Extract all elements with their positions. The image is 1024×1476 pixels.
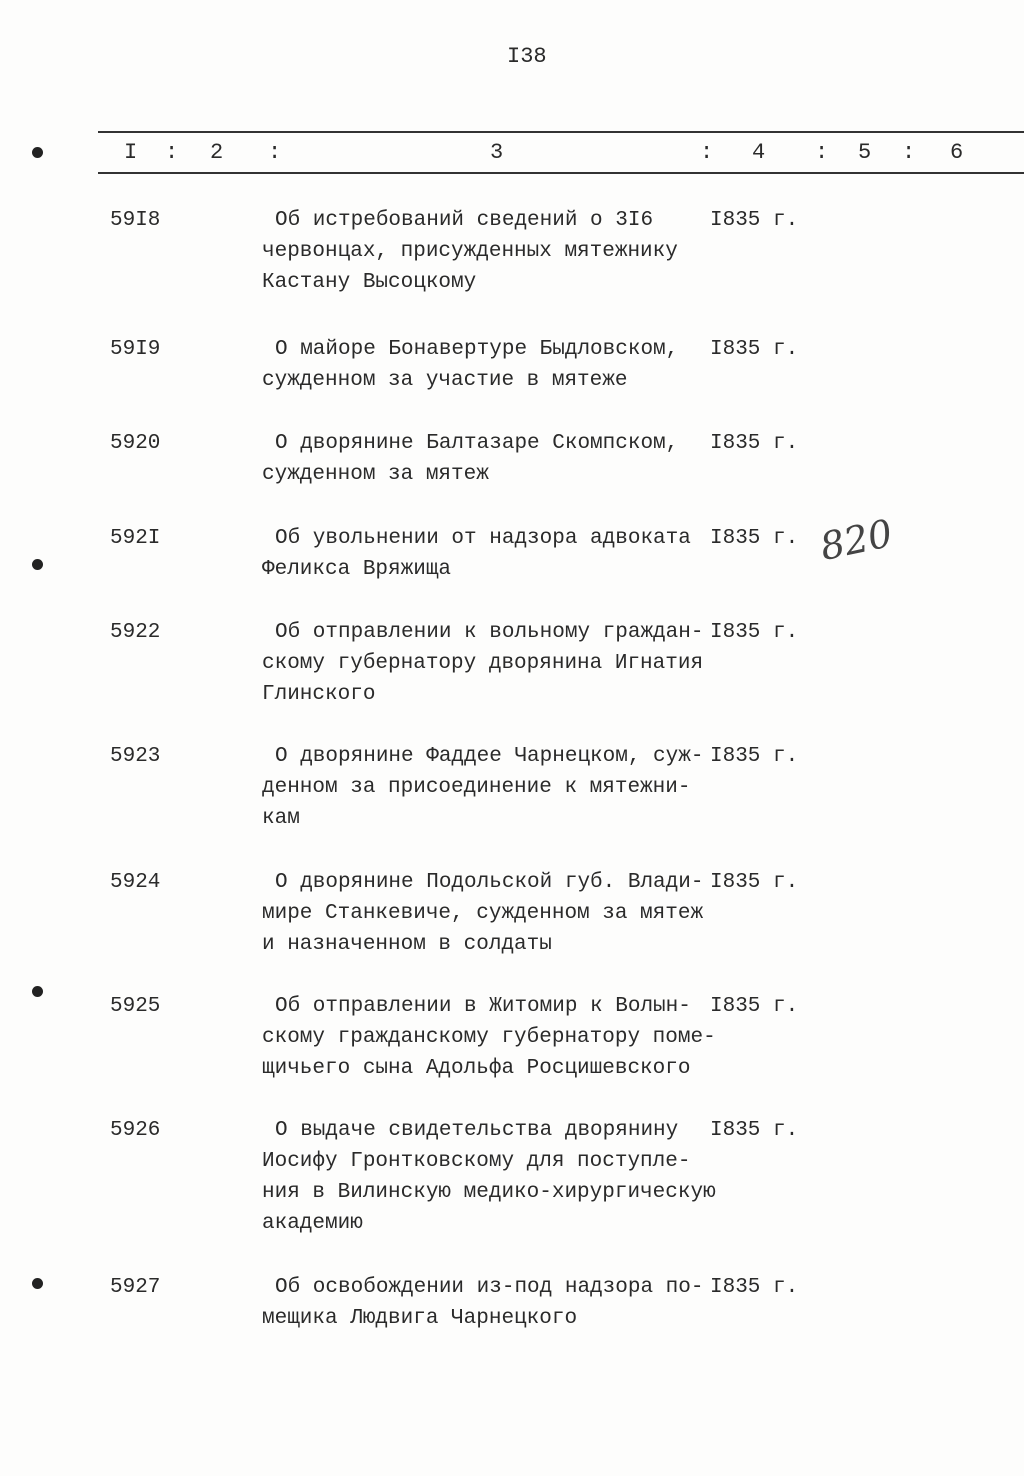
entry-title-line: О дворянине Подольской губ. Влади- (275, 871, 704, 894)
entry-title-line: Иосифу Гронтковскому для поступле- (262, 1150, 691, 1173)
entry-title-line: денном за присоединение к мятежни- (262, 776, 691, 799)
column-header-cell: 4 (752, 140, 766, 165)
page-number: I38 (507, 44, 547, 69)
entry-year: I835 г. (710, 338, 799, 361)
punch-hole-mark (32, 559, 43, 570)
entry-title-line: мире Станкевиче, сужденном за мятеж (262, 902, 704, 925)
entry-title-line: сужденном за участие в мятеже (262, 369, 628, 392)
entry-title (262, 1115, 722, 1239)
column-header-cell: 6 (950, 140, 964, 165)
column-separator: : (902, 140, 916, 165)
column-header-cell: I (124, 140, 138, 165)
entry-year: I835 г. (710, 1119, 799, 1142)
entry-title-line: Глинского (262, 683, 376, 706)
entry-title-line: щичьего сына Адольфа Росцишевского (262, 1057, 691, 1080)
entry-title-line: Об отправлении к вольному граждан- (275, 621, 704, 644)
entry-year: I835 г. (710, 432, 799, 455)
entry-number: 5922 (110, 621, 161, 644)
entry-title-line: О дворянине Фаддее Чарнецком, суж- (275, 745, 704, 768)
entry-number: 5920 (110, 432, 161, 455)
column-separator: : (815, 140, 829, 165)
entry-title (262, 428, 722, 490)
entry-number: 5923 (110, 745, 161, 768)
entry-title-line: О выдаче свидетельства дворянину (275, 1119, 679, 1142)
punch-hole-mark (32, 147, 43, 158)
column-separator: : (165, 140, 179, 165)
entry-year: I835 г. (710, 1276, 799, 1299)
punch-hole-mark (32, 986, 43, 997)
entry-title-line: Феликса Вряжища (262, 558, 452, 581)
entry-title (262, 617, 722, 710)
entry-title (262, 523, 722, 585)
entry-title (262, 334, 722, 396)
entry-number: 59I9 (110, 338, 161, 361)
entry-title-line: мещика Людвига Чарнецкого (262, 1307, 578, 1330)
entry-title-line: червонцах, присужденных мятежнику (262, 240, 678, 263)
entry-number: 592I (110, 527, 161, 550)
entry-title-line: О дворянине Балтазаре Скомпском, (275, 432, 679, 455)
header-rule-bottom (98, 172, 1024, 174)
handwritten-note: 820 (816, 510, 897, 570)
column-separator: : (268, 140, 282, 165)
entry-year: I835 г. (710, 527, 799, 550)
entry-year: I835 г. (710, 621, 799, 644)
entry-number: 59I8 (110, 209, 161, 232)
column-header-cell: 2 (210, 140, 224, 165)
entry-title-line: Кастану Высоцкому (262, 271, 477, 294)
entry-title-line: и назначенном в солдаты (262, 933, 552, 956)
entry-title-line: ния в Вилинскую медико-хирургическую (262, 1181, 716, 1204)
header-rule-top (98, 131, 1024, 133)
entry-title-line: Об отправлении в Житомир к Волын- (275, 995, 691, 1018)
entry-title (262, 1272, 722, 1334)
entry-year: I835 г. (710, 995, 799, 1018)
entry-number: 5926 (110, 1119, 161, 1142)
punch-hole-mark (32, 1278, 43, 1289)
entry-title (262, 867, 722, 960)
entry-title (262, 205, 722, 298)
column-header-cell: 5 (858, 140, 872, 165)
entry-title-line: О майоре Бонавертуре Быдловском, (275, 338, 679, 361)
entry-title (262, 991, 722, 1084)
entry-number: 5927 (110, 1276, 161, 1299)
entry-year: I835 г. (710, 745, 799, 768)
entry-title-line: сужденном за мятеж (262, 463, 489, 486)
entry-number: 5925 (110, 995, 161, 1018)
column-header-cell: 3 (490, 140, 504, 165)
column-separator: : (700, 140, 714, 165)
entry-title-line: Об увольнении от надзора адвоката (275, 527, 691, 550)
entry-year: I835 г. (710, 209, 799, 232)
entry-title-line: скому губернатору дворянина Игнатия (262, 652, 704, 675)
entry-year: I835 г. (710, 871, 799, 894)
entry-title-line: Об освобождении из-под надзора по- (275, 1276, 704, 1299)
entry-number: 5924 (110, 871, 161, 894)
entry-title-line: Об истребований сведений о 3I6 (275, 209, 654, 232)
entry-title-line: академию (262, 1212, 363, 1235)
entry-title-line: кам (262, 807, 300, 830)
entry-title-line: скому гражданскому губернатору поме- (262, 1026, 716, 1049)
entry-title (262, 741, 722, 834)
